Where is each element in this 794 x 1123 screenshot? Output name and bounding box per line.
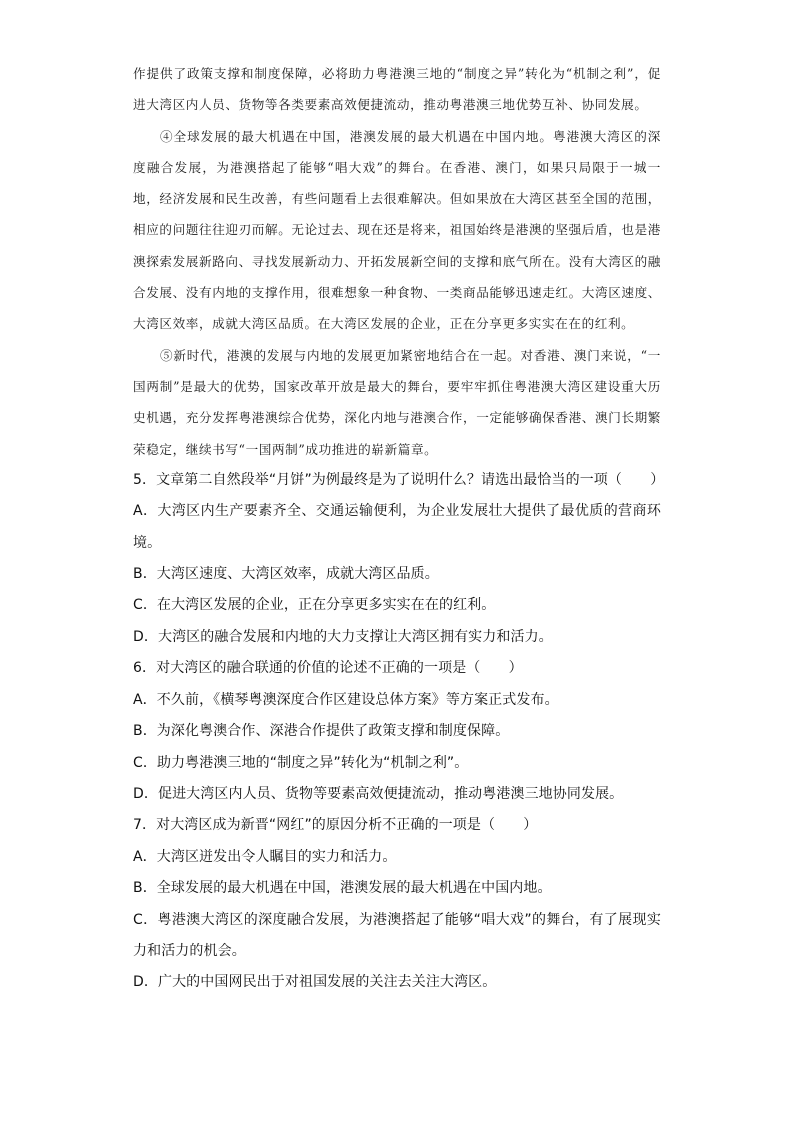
passage-paragraph-5: ⑤新时代，港澳的发展与内地的发展更加紧密地结合在一起。对香港、澳门来说，“一国两制”是最大的优势，国家改革开放是最大的舞台，要牢牢抓住粤港澳大湾区建设重大历史机遇，充分发挥粤港澳综合优势，深化内地与港澳合作，一定能够确保香港、澳门长期繁荣稳定，继续书写“一国两制”成功推进的崭新篇章。 xyxy=(133,347,661,457)
question-stem: 6．对大湾区的融合联通的价值的论述不正确的一项是（ ） xyxy=(133,660,523,677)
option-b: B．大湾区速度、大湾区效率，成就大湾区品质。 xyxy=(133,566,439,583)
question-list xyxy=(133,465,665,999)
question-stem: 5．文章第二自然段举“月饼”为例最终是为了说明什么？请选出最恰当的一项（ ） xyxy=(133,471,665,488)
question-5 xyxy=(133,465,665,653)
option-b: B．为深化粤澳合作、深港合作提供了政策支撑和制度保障。 xyxy=(133,723,510,740)
option-c: C．粤港澳大湾区的深度融合发展，为港澳搭起了能够“唱大戏”的舞台，有了展现实力和活力的机会。 xyxy=(133,911,661,959)
question-stem: 7．对大湾区成为新晋“网红”的原因分析不正确的一项是（ ） xyxy=(133,817,538,834)
option-d: D．大湾区的融合发展和内地的大力支撑让大湾区拥有实力和活力。 xyxy=(133,628,553,645)
option-a: A．大湾区内生产要素齐全、交通运输便利，为企业发展壮大提供了最优质的营商环境。 xyxy=(133,503,661,551)
option-d: D．促进大湾区内人员、货物等要素高效便捷流动，推动粤港澳三地协同发展。 xyxy=(133,785,624,802)
reading-passage xyxy=(133,58,661,465)
document-page xyxy=(133,58,665,999)
option-d: D．广大的中国网民出于对祖国发展的关注去关注大湾区。 xyxy=(133,974,497,991)
option-a: A．不久前，《横琴粤澳深度合作区建设总体方案》等方案正式发布。 xyxy=(133,691,559,708)
option-c: C．在大湾区发展的企业，正在分享更多实实在在的红利。 xyxy=(133,597,496,614)
question-6 xyxy=(133,653,661,810)
question-7 xyxy=(133,810,661,998)
option-c: C．助力粤港澳三地的“制度之异”转化为“机制之利”。 xyxy=(133,754,469,771)
option-a: A．大湾区迸发出令人瞩目的实力和活力。 xyxy=(133,848,397,865)
passage-paragraph-3-continued: 作提供了政策支撑和制度保障，必将助力粤港澳三地的“制度之异”转化为“机制之利”，促进大湾区内人员、货物等各类要素高效便捷流动，推动粤港澳三地优势互补、协同发展。 xyxy=(133,66,661,113)
option-b: B．全球发展的最大机遇在中国，港澳发展的最大机遇在中国内地。 xyxy=(133,880,552,897)
passage-paragraph-4: ④全球发展的最大机遇在中国，港澳发展的最大机遇在中国内地。粤港澳大湾区的深度融合发展，为港澳搭起了能够“唱大戏”的舞台。在香港、澳门，如果只局限于一城一地，经济发展和民生改善，有些问题看上去很难解决。但如果放在大湾区甚至全国的范围，相应的问题往往迎刃而解。无论过去、现在还是将来，祖国始终是港澳的坚强后盾，也是港澳探索发展新路向、寻找发展新动力、开拓发展新空间的支撑和底气所在。没有大湾区的融合发展、没有内地的支撑作用，很难想象一种食物、一类商品能够迅速走红。大湾区速度、大湾区效率，成就大湾区品质。在大湾区发展的企业，正在分享更多实实在在的红利。 xyxy=(133,128,661,332)
